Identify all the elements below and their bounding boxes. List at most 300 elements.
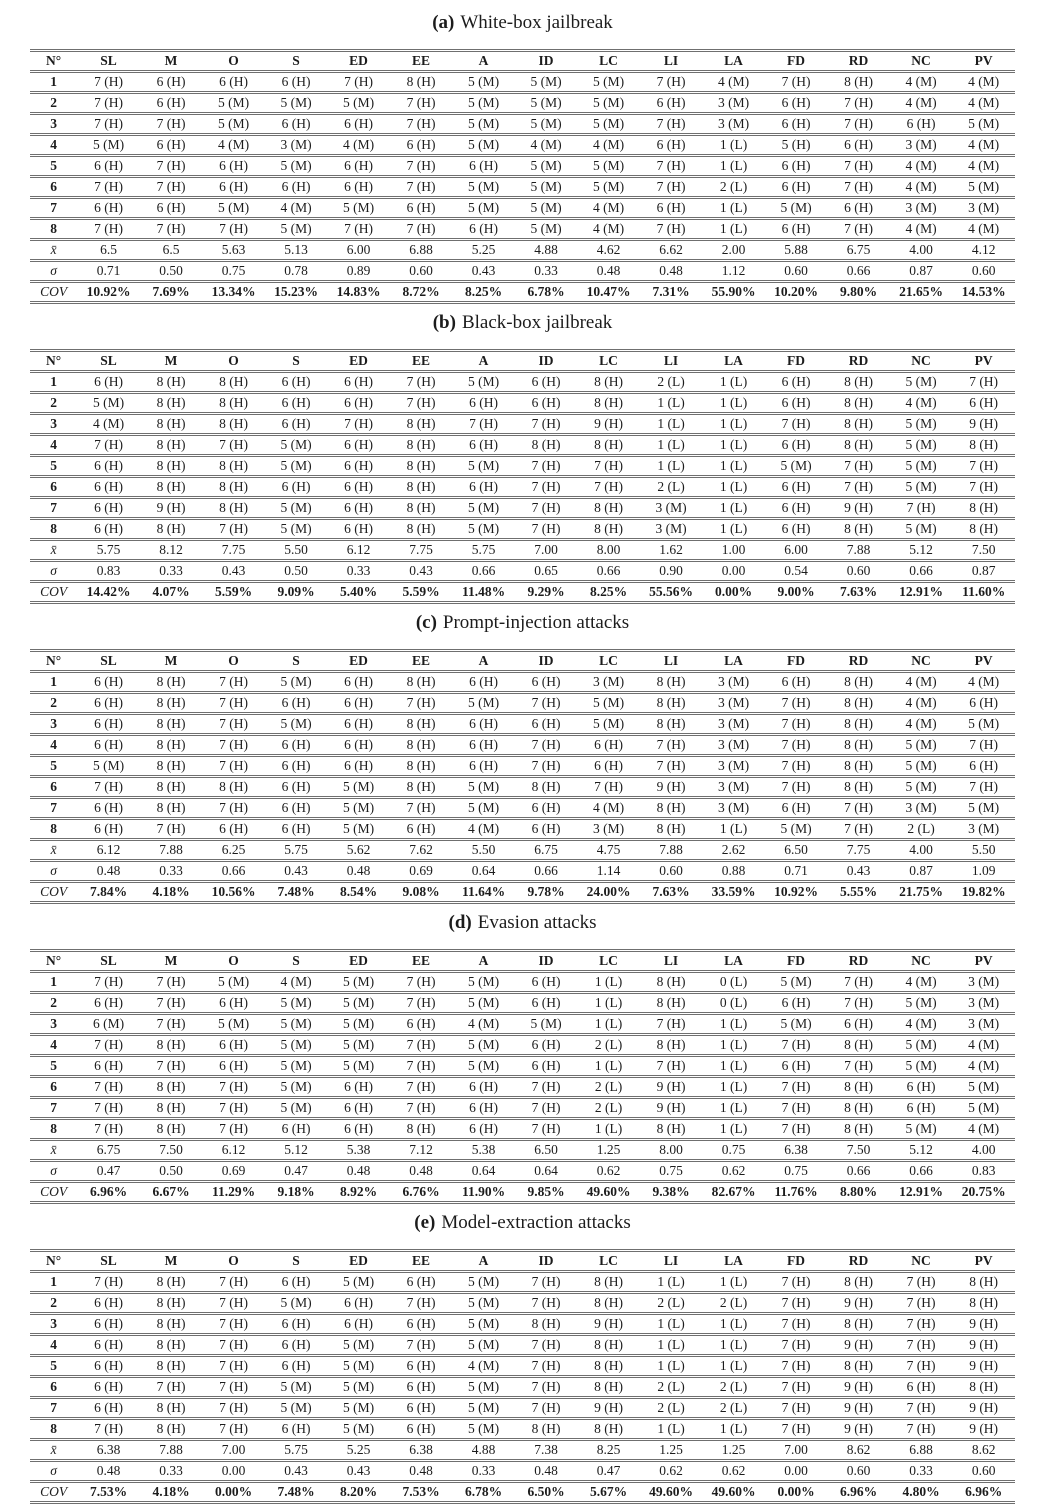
stat-cell: 13.34% bbox=[211, 284, 256, 299]
rating-cell: 9 (H) bbox=[844, 1421, 873, 1436]
table-caption bbox=[30, 1212, 1015, 1234]
rating-cell: 5 (M) bbox=[467, 95, 500, 110]
header-row bbox=[30, 651, 1015, 672]
stat-cell: 0.62 bbox=[659, 1463, 683, 1478]
cov-row bbox=[30, 582, 1015, 603]
rating-cell: 6 (H) bbox=[469, 221, 498, 236]
rating-cell: 5 (M) bbox=[467, 200, 500, 215]
rating-cell: 7 (H) bbox=[156, 1058, 186, 1073]
stat-cell: 0.65 bbox=[534, 563, 558, 578]
rating-cell: 6 (H) bbox=[94, 1058, 123, 1073]
rating-cell: 3 (M) bbox=[968, 974, 1000, 989]
rating-cell: 8 (H) bbox=[156, 437, 186, 452]
rating-cell: 8 (H) bbox=[156, 416, 186, 431]
rating-cell: 1 (L) bbox=[719, 1358, 748, 1373]
rating-cell: 4 (M) bbox=[905, 395, 937, 410]
table-row bbox=[30, 498, 1015, 519]
column-header: SL bbox=[100, 1253, 117, 1268]
stat-cell: 6.62 bbox=[659, 242, 683, 257]
cov-row bbox=[30, 882, 1015, 903]
rating-cell: 8 (H) bbox=[844, 521, 873, 536]
rating-cell: 1 (L) bbox=[657, 1421, 685, 1436]
rating-cell: 6 (H) bbox=[281, 758, 311, 773]
column-header: N° bbox=[46, 653, 62, 668]
rating-cell: 6 (H) bbox=[781, 158, 811, 173]
table-caption bbox=[30, 912, 1015, 934]
stat-cell: 6.50 bbox=[784, 842, 808, 857]
stat-cell: 21.75% bbox=[899, 884, 943, 899]
rating-cell: 6 (H) bbox=[281, 479, 311, 494]
rating-cell: 7 (H) bbox=[906, 1358, 936, 1373]
stat-label: x̄ bbox=[50, 842, 57, 857]
table-row bbox=[30, 1314, 1015, 1335]
rating-cell: 3 (M) bbox=[717, 716, 750, 731]
rating-cell: 6 (H) bbox=[906, 1079, 936, 1094]
column-header: ID bbox=[538, 1253, 554, 1268]
rating-cell: 3 (M) bbox=[655, 521, 687, 536]
rating-cell: 6 (H) bbox=[469, 437, 498, 452]
rating-cell: 8 (H) bbox=[656, 995, 686, 1010]
stat-cell: 12.91% bbox=[899, 584, 943, 599]
column-header: ED bbox=[349, 953, 368, 968]
stat-cell: 0.64 bbox=[471, 863, 496, 878]
rating-cell: 7 (H) bbox=[656, 179, 686, 194]
std-row bbox=[30, 1161, 1015, 1182]
stat-label: x̄ bbox=[50, 542, 57, 557]
rating-cell: 8 (H) bbox=[656, 695, 686, 710]
caption-title: Prompt-injection attacks bbox=[442, 612, 630, 633]
stat-cell: 7.53% bbox=[402, 1484, 440, 1499]
rating-cell: 7 (H) bbox=[844, 995, 873, 1010]
rating-cell: 2 (L) bbox=[657, 479, 685, 494]
rating-cell: 7 (H) bbox=[156, 179, 186, 194]
stat-cell: 8.62 bbox=[846, 1442, 871, 1457]
rating-cell: 8 (H) bbox=[406, 1121, 436, 1136]
table-row bbox=[30, 156, 1015, 177]
stat-cell: 0.60 bbox=[409, 263, 433, 278]
rating-cell: 6 (H) bbox=[281, 1337, 311, 1352]
column-header: NC bbox=[911, 53, 931, 68]
column-header: NC bbox=[911, 953, 931, 968]
table-row bbox=[30, 756, 1015, 777]
rating-cell: 6 (H) bbox=[531, 821, 561, 836]
rating-cell: 1 (L) bbox=[657, 1337, 685, 1352]
row-number: 7 bbox=[50, 1400, 57, 1415]
row-number: 1 bbox=[50, 1274, 57, 1289]
stat-cell: 6.50% bbox=[527, 1484, 565, 1499]
stat-cell: 49.60% bbox=[711, 1484, 756, 1499]
rating-cell: 6 (H) bbox=[406, 137, 436, 152]
stat-cell: 14.83% bbox=[336, 284, 381, 299]
rating-cell: 7 (H) bbox=[656, 74, 686, 89]
table-row bbox=[30, 1014, 1015, 1035]
rating-cell: 8 (H) bbox=[594, 1274, 623, 1289]
rating-cell: 7 (H) bbox=[844, 179, 873, 194]
rating-cell: 6 (H) bbox=[344, 116, 373, 131]
table-caption bbox=[30, 312, 1015, 334]
rating-cell: 4 (M) bbox=[968, 1058, 1000, 1073]
rating-cell: 5 (M) bbox=[467, 521, 500, 536]
stat-cell: 0.48 bbox=[409, 1163, 433, 1178]
rating-cell: 8 (H) bbox=[844, 695, 873, 710]
table-row bbox=[30, 114, 1015, 135]
rating-cell: 1 (L) bbox=[719, 458, 748, 473]
rating-cell: 8 (H) bbox=[156, 1400, 186, 1415]
stat-label: σ bbox=[50, 1463, 57, 1478]
rating-cell: 1 (L) bbox=[594, 1058, 623, 1073]
row-number: 5 bbox=[50, 158, 57, 173]
stat-cell: 7.50 bbox=[159, 1142, 183, 1157]
column-header: LA bbox=[724, 1253, 743, 1268]
stat-cell: 9.09% bbox=[277, 584, 315, 599]
rating-cell: 7 (H) bbox=[844, 116, 873, 131]
rating-cell: 3 (M) bbox=[717, 695, 750, 710]
rating-cell: 5 (M) bbox=[342, 1421, 375, 1436]
rating-cell: 2 (L) bbox=[594, 1037, 623, 1052]
stat-cell: 1.14 bbox=[596, 863, 621, 878]
stat-cell: 6.75 bbox=[534, 842, 558, 857]
rating-cell: 5 (M) bbox=[342, 1274, 375, 1289]
stat-cell: 6.96% bbox=[965, 1484, 1003, 1499]
stat-cell: 8.25% bbox=[464, 284, 503, 299]
rating-cell: 9 (H) bbox=[844, 1379, 873, 1394]
stat-cell: 1.00 bbox=[721, 542, 746, 557]
stat-cell: 0.00% bbox=[214, 1484, 253, 1499]
stat-cell: 0.43 bbox=[846, 863, 871, 878]
rating-cell: 4 (M) bbox=[467, 1358, 500, 1373]
rating-cell: 7 (H) bbox=[406, 221, 436, 236]
rating-cell: 6 (H) bbox=[531, 974, 561, 989]
table-row bbox=[30, 456, 1015, 477]
stat-cell: 5.25 bbox=[346, 1442, 371, 1457]
stat-cell: 7.31% bbox=[652, 284, 690, 299]
rating-cell: 8 (H) bbox=[406, 74, 436, 89]
rating-cell: 5 (M) bbox=[217, 200, 250, 215]
rating-cell: 3 (M) bbox=[968, 821, 1000, 836]
rating-cell: 7 (H) bbox=[219, 221, 248, 236]
rating-cell: 5 (M) bbox=[905, 758, 937, 773]
stat-cell: 7.88 bbox=[159, 1442, 183, 1457]
stat-cell: 0.66 bbox=[221, 863, 246, 878]
rating-cell: 6 (H) bbox=[906, 116, 936, 131]
rating-cell: 7 (H) bbox=[406, 116, 436, 131]
stat-cell: 0.75 bbox=[659, 1163, 683, 1178]
rating-cell: 6 (H) bbox=[281, 116, 311, 131]
rating-cell: 6 (H) bbox=[344, 158, 373, 173]
rating-cell: 8 (H) bbox=[156, 1121, 186, 1136]
rating-cell: 5 (M) bbox=[968, 1079, 1000, 1094]
caption-title: Black-box jailbreak bbox=[461, 312, 613, 333]
rating-cell: 7 (H) bbox=[531, 1379, 561, 1394]
rating-cell: 6 (H) bbox=[219, 179, 248, 194]
table-row bbox=[30, 1398, 1015, 1419]
cov-row bbox=[30, 1182, 1015, 1203]
rating-cell: 3 (M) bbox=[592, 821, 625, 836]
rating-cell: 5 (M) bbox=[467, 695, 500, 710]
stat-cell: 6.38 bbox=[409, 1442, 433, 1457]
rating-cell: 6 (H) bbox=[406, 821, 436, 836]
stat-cell: 8.54% bbox=[339, 884, 378, 899]
rating-cell: 8 (H) bbox=[156, 395, 186, 410]
rating-cell: 7 (H) bbox=[219, 1274, 248, 1289]
rating-cell: 7 (H) bbox=[94, 116, 123, 131]
stat-cell: 0.78 bbox=[284, 263, 308, 278]
rating-cell: 5 (M) bbox=[530, 74, 562, 89]
table-row bbox=[30, 777, 1015, 798]
stat-cell: 5.67% bbox=[589, 1484, 628, 1499]
rating-cell: 6 (H) bbox=[469, 737, 498, 752]
rating-cell: 8 (H) bbox=[844, 674, 873, 689]
row-number: 3 bbox=[50, 416, 57, 431]
std-row bbox=[30, 1461, 1015, 1482]
caption-label: (c) bbox=[415, 612, 437, 633]
rating-cell: 7 (H) bbox=[219, 1295, 248, 1310]
stat-cell: 4.80% bbox=[902, 1484, 940, 1499]
rating-cell: 4 (M) bbox=[905, 974, 937, 989]
stat-cell: 0.87 bbox=[909, 863, 933, 878]
rating-cell: 6 (H) bbox=[281, 1421, 311, 1436]
rating-cell: 6 (H) bbox=[156, 74, 186, 89]
rating-cell: 8 (H) bbox=[969, 521, 999, 536]
rating-cell: 3 (M) bbox=[280, 137, 312, 152]
rating-cell: 5 (M) bbox=[467, 374, 500, 389]
stat-cell: 9.08% bbox=[402, 884, 440, 899]
row-number: 2 bbox=[50, 395, 57, 410]
stat-cell: 10.92% bbox=[86, 284, 131, 299]
rating-cell: 6 (H) bbox=[94, 200, 123, 215]
stat-cell: 6.12 bbox=[346, 542, 371, 557]
rating-cell: 6 (H) bbox=[781, 374, 811, 389]
rating-cell: 4 (M) bbox=[467, 1016, 500, 1031]
rating-cell: 8 (H) bbox=[656, 716, 686, 731]
table-row bbox=[30, 972, 1015, 993]
column-header: O bbox=[228, 353, 239, 368]
column-header: RD bbox=[848, 353, 869, 368]
stat-cell: 5.50 bbox=[971, 842, 996, 857]
stat-cell: 5.63 bbox=[221, 242, 246, 257]
rating-cell: 5 (M) bbox=[342, 1358, 375, 1373]
rating-cell: 4 (M) bbox=[592, 800, 625, 815]
rating-cell: 7 (H) bbox=[531, 416, 561, 431]
stat-cell: 8.25 bbox=[596, 1442, 621, 1457]
stat-cell: 14.42% bbox=[86, 584, 131, 599]
stat-cell: 4.18% bbox=[152, 884, 190, 899]
rating-cell: 4 (M) bbox=[342, 137, 375, 152]
rating-cell: 3 (M) bbox=[717, 674, 750, 689]
stat-cell: 82.67% bbox=[711, 1184, 756, 1199]
table-row bbox=[30, 1119, 1015, 1140]
rating-cell: 5 (M) bbox=[280, 1100, 312, 1115]
rating-cell: 1 (L) bbox=[594, 1016, 623, 1031]
rating-cell: 5 (M) bbox=[780, 974, 812, 989]
column-header: N° bbox=[46, 953, 62, 968]
rating-cell: 7 (H) bbox=[844, 1058, 873, 1073]
rating-cell: 9 (H) bbox=[656, 1100, 686, 1115]
rating-cell: 6 (H) bbox=[156, 200, 186, 215]
rating-cell: 1 (L) bbox=[719, 1016, 748, 1031]
rating-cell: 3 (M) bbox=[717, 779, 750, 794]
rating-cell: 1 (L) bbox=[657, 437, 685, 452]
rating-cell: 2 (L) bbox=[719, 1295, 748, 1310]
rating-cell: 7 (H) bbox=[219, 716, 248, 731]
rating-cell: 7 (H) bbox=[781, 758, 811, 773]
rating-cell: 8 (H) bbox=[969, 1295, 999, 1310]
rating-cell: 7 (H) bbox=[406, 95, 436, 110]
rating-cell: 6 (H) bbox=[281, 695, 311, 710]
rating-cell: 5 (M) bbox=[342, 800, 375, 815]
rating-cell: 7 (H) bbox=[781, 1358, 811, 1373]
rating-cell: 8 (H) bbox=[156, 1100, 186, 1115]
rating-cell: 5 (M) bbox=[217, 116, 250, 131]
stat-label: σ bbox=[50, 863, 57, 878]
stat-label: COV bbox=[40, 284, 68, 299]
rating-cell: 8 (H) bbox=[656, 974, 686, 989]
stat-cell: 0.69 bbox=[221, 1163, 246, 1178]
rating-cell: 7 (H) bbox=[156, 221, 186, 236]
rating-cell: 4 (M) bbox=[968, 221, 1000, 236]
stat-cell: 5.75 bbox=[284, 1442, 308, 1457]
column-header: LI bbox=[663, 653, 679, 668]
rating-cell: 8 (H) bbox=[406, 458, 436, 473]
stat-cell: 4.00 bbox=[909, 242, 933, 257]
rating-cell: 8 (H) bbox=[406, 716, 436, 731]
stat-label: σ bbox=[50, 1163, 57, 1178]
rating-cell: 8 (H) bbox=[594, 1421, 623, 1436]
rating-cell: 6 (H) bbox=[531, 395, 561, 410]
rating-cell: 4 (M) bbox=[905, 95, 937, 110]
stat-cell: 0.66 bbox=[471, 563, 496, 578]
rating-cell: 3 (M) bbox=[968, 995, 1000, 1010]
rating-cell: 7 (H) bbox=[94, 437, 123, 452]
rating-cell: 6 (H) bbox=[344, 1100, 373, 1115]
rating-cell: 7 (H) bbox=[656, 758, 686, 773]
section-black-box-jailbreak bbox=[30, 312, 1015, 604]
rating-cell: 5 (M) bbox=[592, 158, 625, 173]
column-header: S bbox=[292, 353, 300, 368]
column-header: ED bbox=[349, 353, 368, 368]
stat-cell: 8.20% bbox=[339, 1484, 378, 1499]
rating-cell: 7 (H) bbox=[844, 221, 873, 236]
rating-cell: 6 (H) bbox=[344, 695, 373, 710]
stat-cell: 0.62 bbox=[721, 1463, 746, 1478]
rating-cell: 7 (H) bbox=[156, 1379, 186, 1394]
rating-cell: 6 (H) bbox=[94, 1316, 123, 1331]
rating-cell: 6 (H) bbox=[844, 1016, 873, 1031]
rating-cell: 7 (H) bbox=[406, 179, 436, 194]
column-header: EE bbox=[412, 353, 431, 368]
rating-cell: 7 (H) bbox=[781, 1316, 811, 1331]
column-header: SL bbox=[100, 653, 117, 668]
column-header: A bbox=[478, 53, 489, 68]
rating-cell: 5 (M) bbox=[780, 1016, 812, 1031]
stat-cell: 1.62 bbox=[659, 542, 683, 557]
stat-cell: 0.66 bbox=[596, 563, 621, 578]
rating-cell: 5 (M) bbox=[467, 1274, 500, 1289]
stat-cell: 10.20% bbox=[774, 284, 818, 299]
rating-cell: 6 (H) bbox=[469, 1079, 498, 1094]
rating-cell: 5 (M) bbox=[530, 158, 562, 173]
rating-cell: 7 (H) bbox=[219, 737, 248, 752]
rating-cell: 5 (M) bbox=[530, 200, 562, 215]
rating-cell: 7 (H) bbox=[906, 1400, 936, 1415]
rating-cell: 7 (H) bbox=[156, 995, 186, 1010]
rating-cell: 8 (H) bbox=[969, 500, 999, 515]
stat-cell: 15.23% bbox=[274, 284, 318, 299]
rating-cell: 7 (H) bbox=[844, 800, 873, 815]
stat-cell: 0.48 bbox=[346, 863, 371, 878]
rating-cell: 7 (H) bbox=[344, 74, 373, 89]
rating-cell: 6 (H) bbox=[531, 800, 561, 815]
rating-cell: 8 (H) bbox=[844, 1358, 873, 1373]
rating-cell: 5 (M) bbox=[905, 779, 937, 794]
rating-cell: 5 (M) bbox=[342, 1016, 375, 1031]
stat-cell: 0.50 bbox=[159, 263, 183, 278]
rating-cell: 6 (H) bbox=[219, 74, 248, 89]
rating-cell: 8 (H) bbox=[531, 437, 561, 452]
rating-cell: 6 (H) bbox=[656, 95, 686, 110]
rating-cell: 7 (H) bbox=[594, 458, 623, 473]
column-header: FD bbox=[787, 353, 806, 368]
rating-cell: 4 (M) bbox=[717, 74, 750, 89]
rating-cell: 9 (H) bbox=[594, 1400, 623, 1415]
table-row bbox=[30, 435, 1015, 456]
rating-cell: 4 (M) bbox=[905, 716, 937, 731]
stat-cell: 21.65% bbox=[899, 284, 943, 299]
column-header: FD bbox=[787, 653, 806, 668]
stat-cell: 4.75 bbox=[596, 842, 621, 857]
rating-cell: 6 (H) bbox=[219, 158, 248, 173]
rating-cell: 8 (H) bbox=[156, 737, 186, 752]
stat-cell: 8.80% bbox=[839, 1184, 878, 1199]
stat-cell: 1.09 bbox=[971, 863, 996, 878]
stat-cell: 5.38 bbox=[346, 1142, 371, 1157]
rating-cell: 7 (H) bbox=[219, 674, 248, 689]
rating-cell: 6 (H) bbox=[94, 995, 123, 1010]
rating-cell: 5 (M) bbox=[780, 458, 812, 473]
mean-row bbox=[30, 240, 1015, 261]
rating-cell: 7 (H) bbox=[219, 1337, 248, 1352]
rating-cell: 5 (M) bbox=[467, 1316, 500, 1331]
rating-cell: 4 (M) bbox=[280, 200, 312, 215]
caption-title: Model-extraction attacks bbox=[441, 1212, 631, 1233]
table-row bbox=[30, 135, 1015, 156]
table-row bbox=[30, 1056, 1015, 1077]
rating-cell: 4 (M) bbox=[968, 137, 1000, 152]
rating-cell: 7 (H) bbox=[906, 1337, 936, 1352]
column-header: SL bbox=[100, 953, 117, 968]
rating-cell: 7 (H) bbox=[969, 479, 999, 494]
row-number: 1 bbox=[50, 974, 57, 989]
rating-cell: 6 (H) bbox=[344, 758, 373, 773]
rating-cell: 6 (H) bbox=[219, 1058, 248, 1073]
stat-cell: 0.48 bbox=[96, 863, 121, 878]
column-header: M bbox=[164, 353, 178, 368]
row-number: 7 bbox=[50, 800, 57, 815]
rating-cell: 6 (H) bbox=[344, 395, 373, 410]
stat-cell: 55.56% bbox=[649, 584, 693, 599]
rating-cell: 6 (H) bbox=[281, 737, 311, 752]
rating-cell: 5 (M) bbox=[905, 521, 937, 536]
row-number: 2 bbox=[50, 1295, 57, 1310]
stat-cell: 9.78% bbox=[527, 884, 565, 899]
column-header: O bbox=[228, 953, 239, 968]
stat-cell: 0.33 bbox=[534, 263, 558, 278]
stat-cell: 0.00% bbox=[714, 584, 753, 599]
column-header: PV bbox=[974, 953, 993, 968]
row-number: 8 bbox=[50, 1121, 57, 1136]
rating-cell: 8 (H) bbox=[406, 737, 436, 752]
rating-cell: 7 (H) bbox=[531, 1274, 561, 1289]
